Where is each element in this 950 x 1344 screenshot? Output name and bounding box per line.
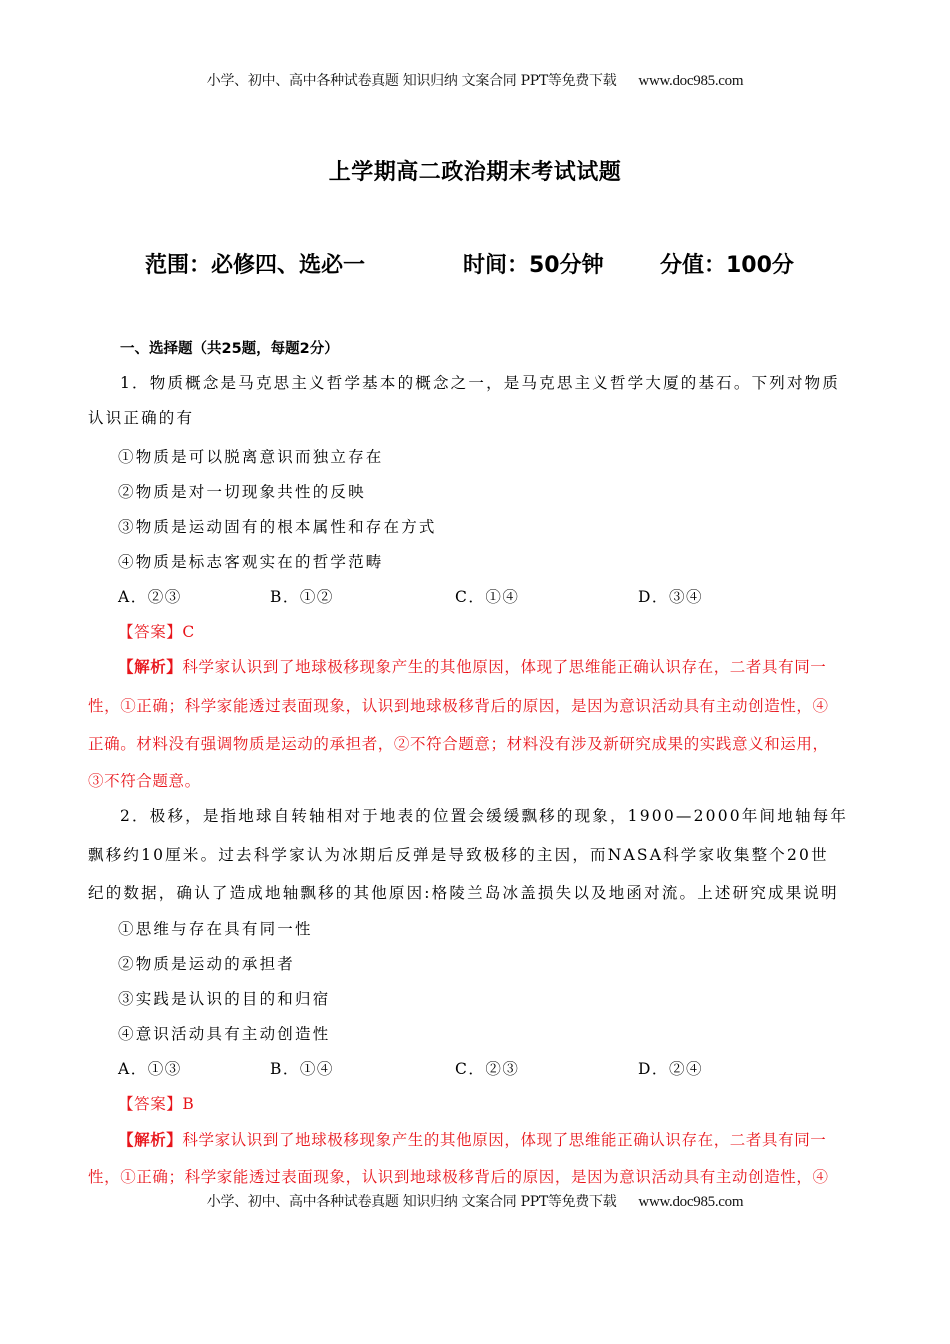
statement-3: ③实践是认识的目的和归宿 [118,990,331,1008]
statement-4: ④物质是标志客观实在的哲学范畴 [118,553,384,571]
option-b [270,1059,334,1079]
analysis-text: 科学家认识到了地球极移现象产生的其他原因，体现了思维能正确认识存在，二者具有同一 [182,1131,827,1149]
page-footer [0,1191,950,1211]
option-value: ②③ [147,588,182,606]
question-stem-line: 纪的数据，确认了造成地轴飘移的其他原因:格陵兰岛冰盖损失以及地函对流。上述研究成果说明 [88,884,839,902]
analysis-label: 【解析】 [118,1130,183,1149]
analysis-line [118,1130,826,1150]
option-label: C． [455,588,486,606]
answer-value: B [182,1095,195,1113]
option-value: ①④ [485,588,520,606]
option-value: ②③ [485,1060,520,1078]
footer-text: 小学、初中、高中各种试卷真题 知识归纳 文案合同 PPT等免费下载 [206,1194,617,1210]
exam-time: 时间：50分钟 [463,253,604,278]
document-title: 上学期高二政治期末考试试题 [328,160,622,185]
exam-meta [145,248,845,279]
analysis-line: ③不符合题意。 [88,772,201,790]
question-stem-line: 飘移约10厘米。过去科学家认为冰期后反弹是导致极移的主因，而NASA科学家收集整个20世 [88,846,829,864]
footer-url[interactable]: www.doc985.com [638,1194,744,1210]
option-value: ②④ [668,1060,703,1078]
header-url[interactable]: www.doc985.com [638,73,744,89]
option-label: B． [270,1060,300,1078]
section-heading: 一、选择题（共25题，每题2分） [120,341,339,357]
analysis-line: 性，①正确；科学家能透过表面现象，认识到地球极移背后的原因，是因为意识活动具有主动创造性，④ [88,697,829,715]
option-value: ①④ [299,1060,334,1078]
option-c [455,587,519,607]
option-a [118,587,182,607]
answer-line [118,1094,194,1114]
analysis-line: 性，①正确；科学家能透过表面现象，认识到地球极移背后的原因，是因为意识活动具有主动创造性，④ [88,1168,829,1186]
option-a [118,1059,182,1079]
option-label: A． [118,588,148,606]
answer-value: C [182,623,195,641]
question-stem-line: 2．极移，是指地球自转轴相对于地表的位置会缓缓飘移的现象，1900—2000年间地轴每年 [120,807,849,825]
answer-label: 【答案】 [118,1095,183,1113]
page-header [0,70,950,90]
option-value: ①② [299,588,334,606]
option-label: C． [455,1060,486,1078]
option-c [455,1059,519,1079]
question-stem-line: 认识正确的有 [88,409,195,427]
answer-label: 【答案】 [118,623,183,641]
statement-3: ③物质是运动固有的根本属性和存在方式 [118,518,437,536]
option-d [638,587,703,607]
statement-1: ①思维与存在具有同一性 [118,920,313,938]
option-label: D． [638,1060,669,1078]
header-text: 小学、初中、高中各种试卷真题 知识归纳 文案合同 PPT等免费下载 [206,73,617,89]
option-value: ①③ [147,1060,182,1078]
option-label: D． [638,588,669,606]
statement-1: ①物质是可以脱离意识而独立存在 [118,448,384,466]
option-b [270,587,334,607]
exam-score: 分值：100分 [660,253,794,278]
option-d [638,1059,703,1079]
statement-2: ②物质是运动的承担者 [118,955,296,973]
analysis-line: 正确。材料没有强调物质是运动的承担者，②不符合题意；材料没有涉及新研究成果的实践意义和运用， [88,735,829,753]
statement-2: ②物质是对一切现象共性的反映 [118,483,366,501]
analysis-line [118,657,826,677]
analysis-label: 【解析】 [118,657,183,676]
statement-4: ④意识活动具有主动创造性 [118,1025,331,1043]
question-stem-line: 1．物质概念是马克思主义哲学基本的概念之一，是马克思主义哲学大厦的基石。下列对物质 [120,374,841,392]
exam-range: 范围：必修四、选必一 [145,253,366,278]
option-label: B． [270,588,300,606]
option-label: A． [118,1060,148,1078]
answer-line [118,622,195,642]
analysis-text: 科学家认识到了地球极移现象产生的其他原因，体现了思维能正确认识存在，二者具有同一 [182,658,827,676]
option-value: ③④ [668,588,703,606]
